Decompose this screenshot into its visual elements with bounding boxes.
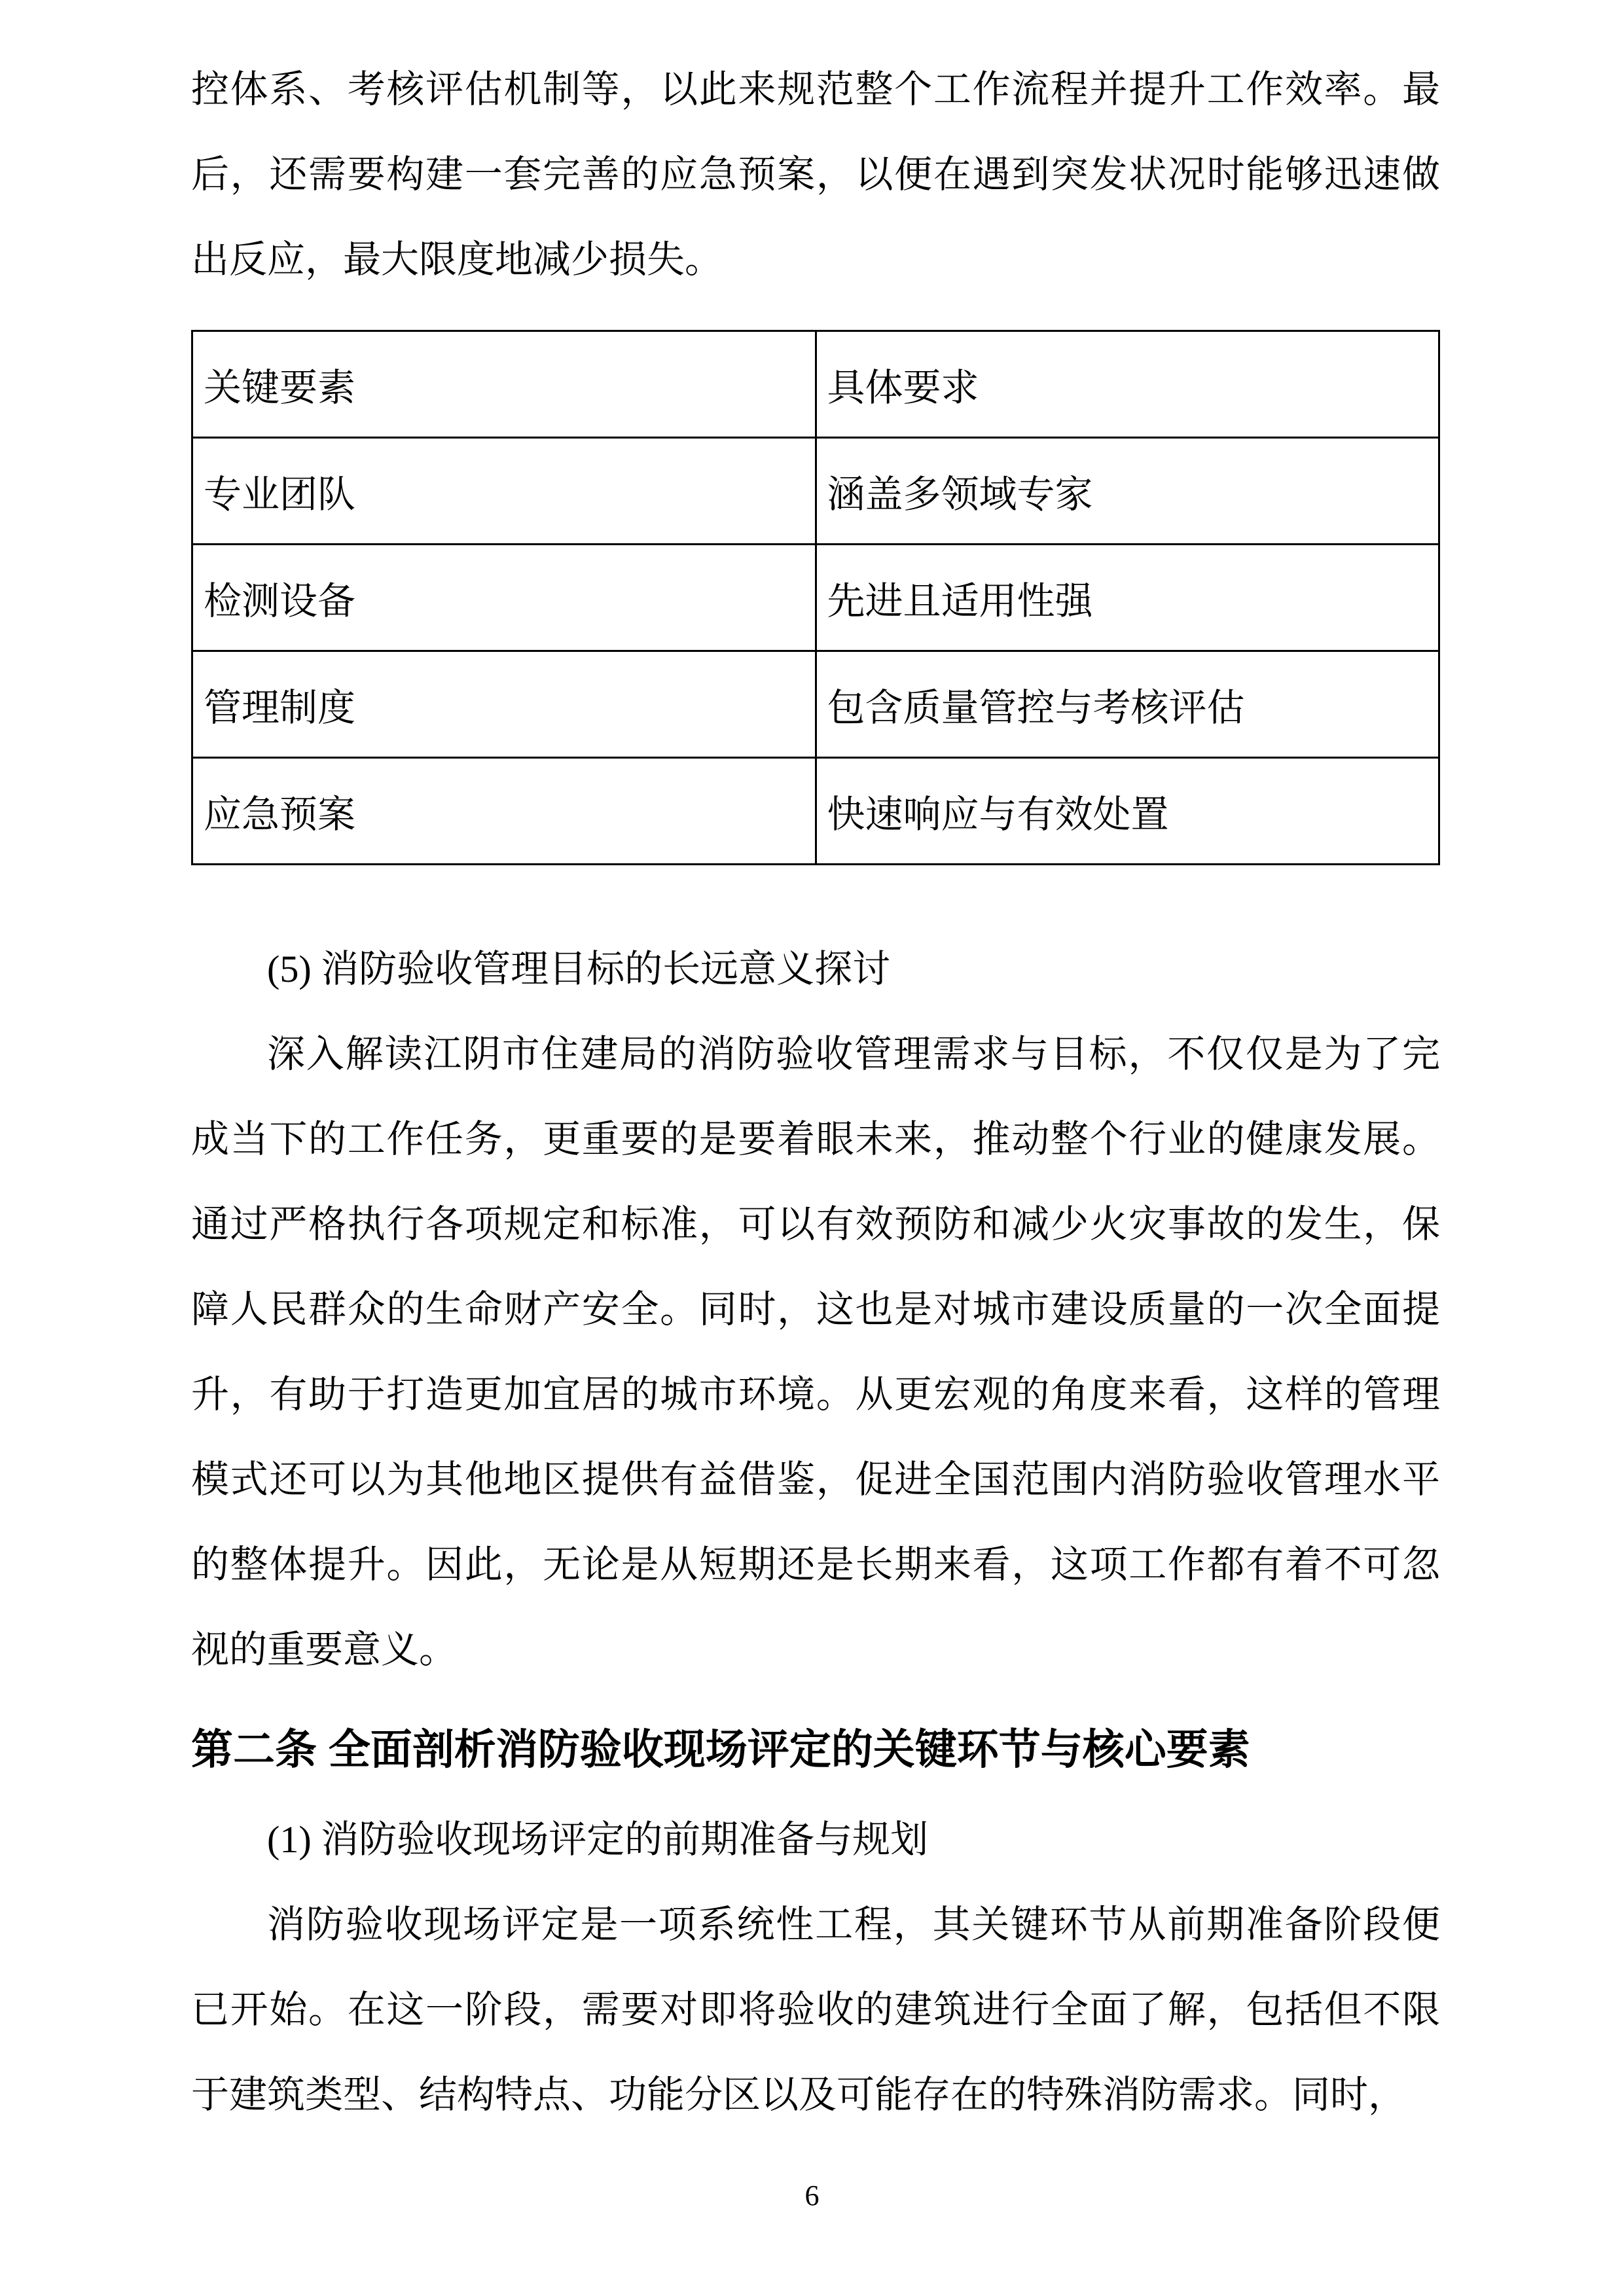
- section-5-heading: (5) 消防验收管理目标的长远意义探讨: [267, 948, 891, 990]
- document-content: [191, 47, 1440, 2138]
- table-cell: 包含质量管控与考核评估: [816, 651, 1439, 758]
- table-row: [192, 545, 1439, 651]
- section-1-heading: (1) 消防验收现场评定的前期准备与规划: [267, 1818, 929, 1861]
- table-row: [192, 438, 1439, 545]
- table-row: [192, 651, 1439, 758]
- table-cell: 具体要求: [816, 331, 1439, 438]
- table-cell: 涵盖多领域专家: [816, 438, 1439, 545]
- table-header-row: [192, 331, 1439, 438]
- table-cell: 管理制度: [192, 651, 816, 758]
- table-row: [192, 758, 1439, 865]
- paragraph-continuation: 控体系、考核评估机制等，以此来规范整个工作流程并提升工作效率。最后，还需要构建一套完善的应急预案，以便在遇到突发状况时能够迅速做出反应，最大限度地减少损失。: [191, 68, 1440, 281]
- article-2-heading: 第二条 全面剖析消防验收现场评定的关键环节与核心要素: [191, 1726, 1250, 1773]
- section-5-paragraph: 深入解读江阴市住建局的消防验收管理需求与目标，不仅仅是为了完成当下的工作任务，更重要的是要着眼未来，推动整个行业的健康发展。通过严格执行各项规定和标准，可以有效预防和减少火灾事故的发生，保障人民群众的生命财产安全。同时，这也是对城市建设质量的一次全面提升，有助于打造更加宜居的城市环境。从更宏观的角度来看，这样的管理模式还可以为其他地区提供有益借鉴，促进全国范围内消防验收管理水平的整体提升。因此，无论是从短期还是长期来看，这项工作都有着不可忽视的重要意义。: [191, 1033, 1440, 1671]
- page-number: 6: [804, 2179, 820, 2212]
- table-cell: 应急预案: [192, 758, 816, 865]
- table-cell: 快速响应与有效处置: [816, 758, 1439, 865]
- section-1-paragraph: 消防验收现场评定是一项系统性工程，其关键环节从前期准备阶段便已开始。在这一阶段，需要对即将验收的建筑进行全面了解，包括但不限于建筑类型、结构特点、功能分区以及可能存在的特殊消防需求。同时，: [191, 1903, 1440, 2116]
- table-cell: 专业团队: [192, 438, 816, 545]
- table-body: [192, 331, 1439, 865]
- table-cell: 检测设备: [192, 545, 816, 651]
- key-elements-table: [191, 330, 1440, 865]
- table-cell: 关键要素: [192, 331, 816, 438]
- table-cell: 先进且适用性强: [816, 545, 1439, 651]
